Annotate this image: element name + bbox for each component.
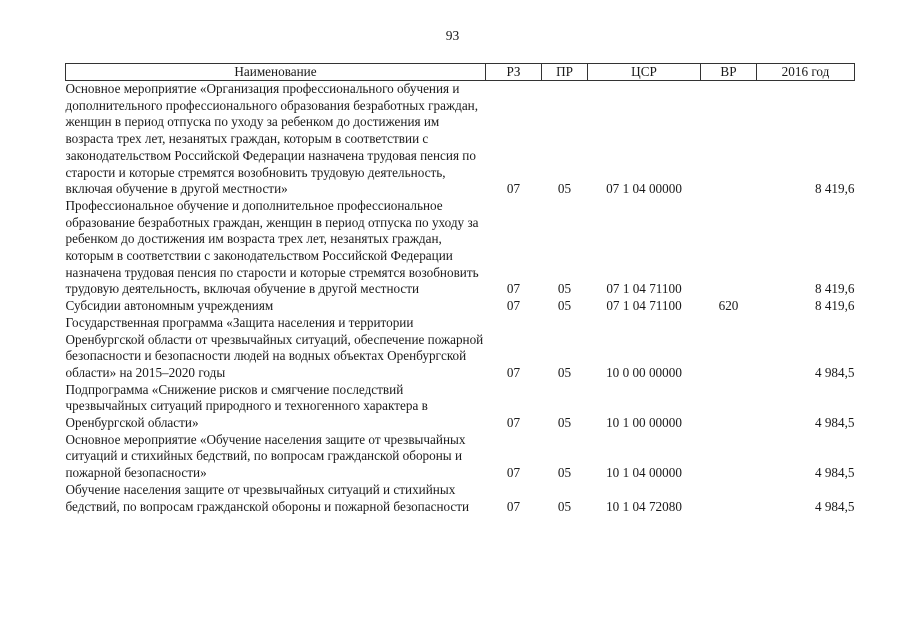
row-csr: 07 1 04 71100	[606, 298, 682, 314]
row-vr	[701, 198, 757, 298]
row-csr: 10 0 00 00000	[606, 364, 682, 380]
row-rz: 07	[506, 465, 521, 481]
header-year: 2016 год	[757, 64, 855, 81]
row-rz: 07	[506, 498, 521, 514]
row-pr: 05	[557, 498, 572, 514]
row-pr: 05	[557, 364, 572, 380]
row-csr: 07 1 04 00000	[606, 181, 682, 197]
row-rz: 07	[506, 415, 521, 431]
row-vr: 620	[718, 298, 739, 314]
header-pr: ПР	[542, 64, 588, 81]
row-name: Подпрограмма «Снижение рисков и смягчение последствий чрезвычайных ситуаций природного и техногенного характера в Оренбургской области»	[65, 381, 428, 431]
table-row	[66, 298, 855, 315]
row-amount: 4 984,5	[814, 415, 855, 431]
row-amount: 8 419,6	[814, 298, 855, 314]
row-amount: 4 984,5	[814, 498, 855, 514]
row-amount: 4 984,5	[814, 465, 855, 481]
row-pr: 05	[557, 181, 572, 197]
header-csr: ЦСР	[588, 64, 701, 81]
header-vr: ВР	[701, 64, 757, 81]
row-csr: 10 1 00 00000	[606, 415, 682, 431]
table-row	[66, 482, 855, 515]
table-row	[66, 315, 855, 382]
row-csr: 10 1 04 00000	[606, 465, 682, 481]
row-name: Государственная программа «Защита населения и территории Оренбургской области от чрезвычайных ситуаций, обеспечение пожарной безопасности и безопасности людей на водных объектах Оренбургской области» на 2015–2020 годы	[65, 314, 484, 380]
row-vr	[701, 315, 757, 382]
row-rz: 07	[506, 181, 521, 197]
row-vr	[701, 81, 757, 198]
row-pr: 05	[557, 281, 572, 297]
header-name: Наименование	[66, 64, 486, 81]
page-number: 93	[445, 28, 460, 43]
row-amount: 8 419,6	[814, 281, 855, 297]
table-row	[66, 432, 855, 482]
row-name: Субсидии автономным учреждениям	[65, 298, 274, 314]
row-name: Основное мероприятие «Обучение населения защите от чрезвычайных ситуаций и стихийных бедствий, по вопросам гражданской обороны и пожарной безопасности»	[65, 431, 466, 481]
row-rz: 07	[506, 281, 521, 297]
table-header-row	[66, 64, 855, 81]
table-row	[66, 81, 855, 198]
table-row	[66, 198, 855, 298]
row-amount: 4 984,5	[814, 364, 855, 380]
row-pr: 05	[557, 298, 572, 314]
row-rz: 07	[506, 364, 521, 380]
row-csr: 07 1 04 71100	[606, 281, 682, 297]
row-vr	[701, 382, 757, 432]
table-row	[66, 382, 855, 432]
row-name: Профессиональное обучение и дополнительное профессиональное образование безработных граждан, женщин в период отпуска по уходу за ребенком до достижения им возраста трех лет, незанятых граждан, которым в соответствии с законодательством Российской Федерации назначена трудовая пенсия по старости и которые стремятся возобновить трудовую деятельность, включая обучение в другой местности	[65, 197, 479, 297]
row-vr	[701, 432, 757, 482]
row-rz: 07	[506, 298, 521, 314]
row-csr: 10 1 04 72080	[606, 498, 682, 514]
row-pr: 05	[557, 415, 572, 431]
row-name: Обучение населения защите от чрезвычайных ситуаций и стихийных бедствий, по вопросам гражданской обороны и пожарной безопасности	[65, 481, 470, 514]
row-amount: 8 419,6	[814, 181, 855, 197]
header-rz: РЗ	[486, 64, 542, 81]
row-vr	[701, 482, 757, 515]
row-name: Основное мероприятие «Организация профессионального обучения и дополнительного профессионального образования безработных граждан, женщин в период отпуска по уходу за ребенком до достижения им возраста трех лет, незанятых граждан, которым в соответствии с законодательством Российской Федерации назначена трудовая пенсия по старости и которые стремятся возобновить трудовую деятельность, включая обучение в другой местности»	[65, 81, 479, 197]
row-pr: 05	[557, 465, 572, 481]
budget-table	[65, 63, 855, 515]
